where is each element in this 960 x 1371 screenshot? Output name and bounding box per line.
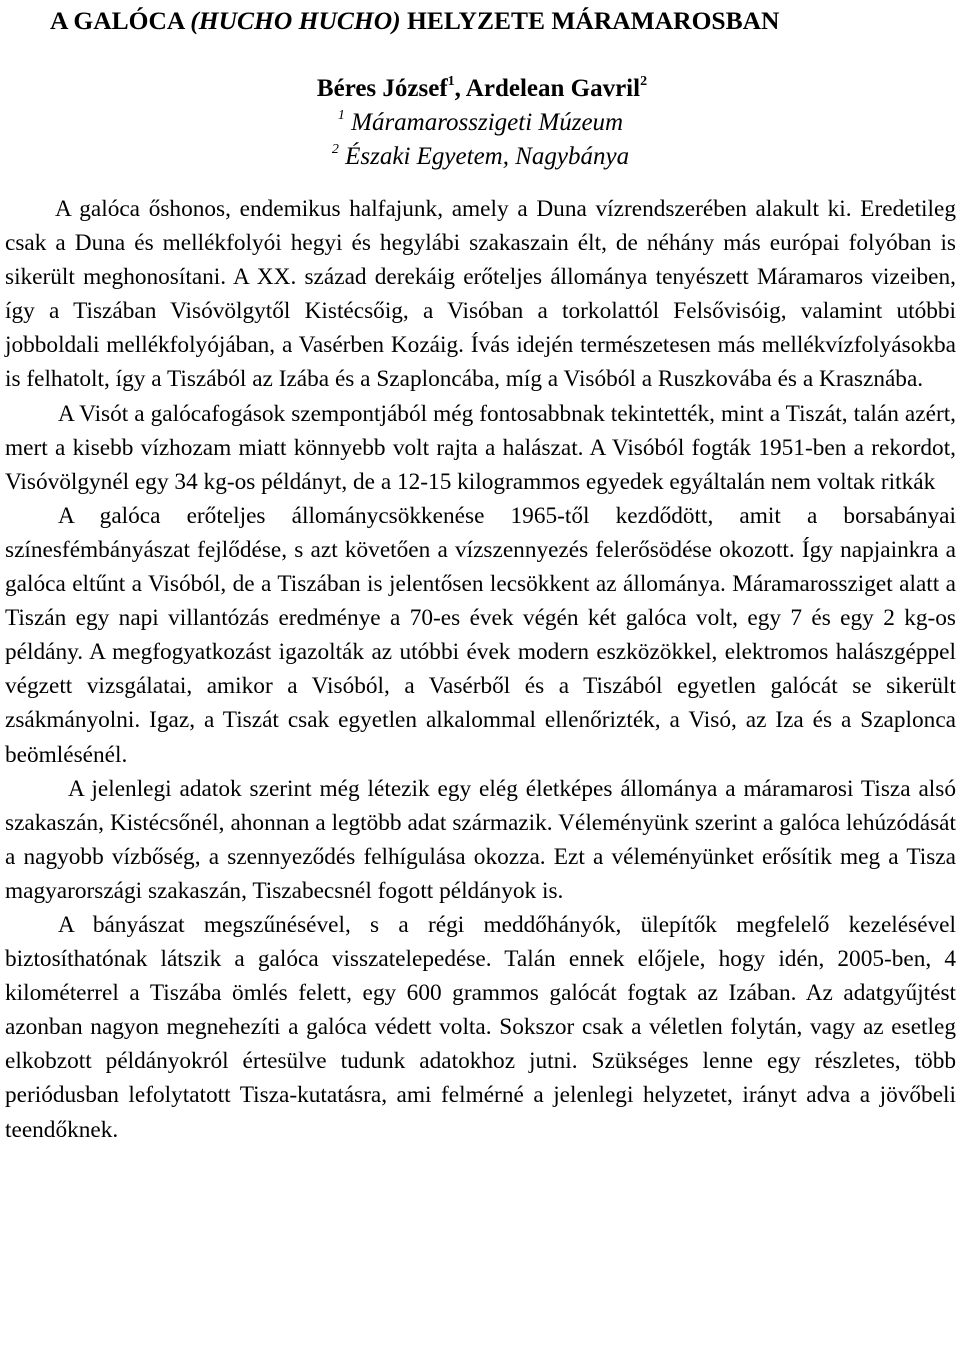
paragraph-2: A Visót a galócafogások szempontjából még fontosabbnak tekintették, mint a Tiszát, talán azért, mert a kisebb vízhozam miatt könnyebb volt rajta a halászat. A Visóból fogták 1951-ben a rekordot, Visóvölgynél egy 34 kg-os példányt, de a 12-15 kilogrammos egyedek egyáltalán nem voltak ritkák	[5, 400, 956, 495]
paragraph-3: A galóca erőteljes állománycsökkenése 1965-től kezdődött, amit a borsabányai színesfémbányászat fejlődése, s azt követően a vízszennyezés felerősödése okozott. Így napjainkra a galóca eltűnt a Visóból, de a Tiszában is jelentősen lecsökkent az állománya. Máramarossziget alatt a Tiszán egy napi villantózás eredménye a 70-es évek végén két galóca volt, egy 7 és egy 2 kg-os példány. A megfogyatkozást igazolták az utóbbi évek modern eszközökkel, elektromos halászgéppel végzett vizsgálatai, amikor a Visóból, a Vasérből és a Tiszából egyetlen galócát se sikerült zsákmányolni. Igaz, a Tiszát csak egyetlen alkalommal ellenőrizték, a Visó, az Iza és a Szaplonca beömlésénél.	[5, 502, 956, 768]
author-line	[5, 72, 956, 106]
author-1-affiliation-mark: 1	[447, 74, 455, 89]
title-part-2: HELYZETE MÁRAMAROSBAN	[400, 6, 780, 35]
article-body	[5, 192, 956, 1147]
paragraph-5: A bányászat megszűnésével, s a régi meddőhányók, ülepítők megfelelő kezelésével biztosíthatónak látszik a galóca visszatelepedése. Talán ennek előjele, hogy idén, 2005-ben, 4 kilométerrel a Tiszába ömlés felett, egy 600 grammos galócát fogtak az Izában. Az adatgyűjtést azonban nagyon megnehezíti a galóca védett volta. Sokszor csak a véletlen folytán, vagy az esetleg elkobzott példányokról értesülve tudunk adatokhoz jutni. Szükséges lenne egy részletes, több periódusban lefolytatott Tisza-kutatásra, ami felmérné a jelenlegi helyzetet, irányt adva a jövőbeli teendőknek.	[5, 911, 956, 1143]
article-title	[5, 0, 956, 38]
title-species-name: (HUCHO HUCHO)	[190, 6, 401, 35]
paragraph-4: A jelenlegi adatok szerint még létezik egy elég életképes állománya a máramarosi Tisza alsó szakaszán, Kistécsőnél, ahonnan a legtöbb adat származik. Véleményünk szerint a galóca lehúzódását a nagyobb vízbőség, a szennyeződés felhígulása okozza. Ezt a véleményünket erősítik meg a Tisza magyarországi szakaszán, Tiszabecsnél fogott példányok is.	[5, 775, 956, 904]
author-1: Béres József	[316, 75, 448, 102]
paragraph-1: A galóca őshonos, endemikus halfajunk, amely a Duna vízrendszerében alakult ki. Eredetileg csak a Duna és mellékfolyói hegyi és hegylábi szakaszain élt, de néhány más európai folyóban is sikerült meghonosítani. A XX. század derekáig erőteljes állománya tenyészett Máramaros vizeiben, így a Tiszában Visóvölgytől Kistécsőig, a Visóban a torkolattól Felsővisóig, valamint utóbbi jobboldali mellékfolyójában, a Vasérben Kozáig. Ívás idején természetesen más mellékvízfolyásokba is felhatolt, így a Tiszából az Izába és a Szaploncába, míg a Visóból a Ruszkovába és a Krasznába.	[5, 196, 956, 393]
title-part-1: A GALÓCA	[50, 6, 191, 35]
affiliation-1-name: Máramarosszigeti Múzeum	[344, 109, 624, 136]
affiliation-2	[5, 140, 956, 174]
affiliation-2-name: Északi Egyetem, Nagybánya	[338, 143, 630, 170]
affiliation-2-mark: 2	[331, 142, 339, 157]
author-2-affiliation-mark: 2	[640, 74, 648, 89]
affiliation-1-mark: 1	[337, 108, 345, 123]
affiliation-1	[5, 106, 956, 140]
author-2: , Ardelean Gavril	[454, 75, 641, 102]
